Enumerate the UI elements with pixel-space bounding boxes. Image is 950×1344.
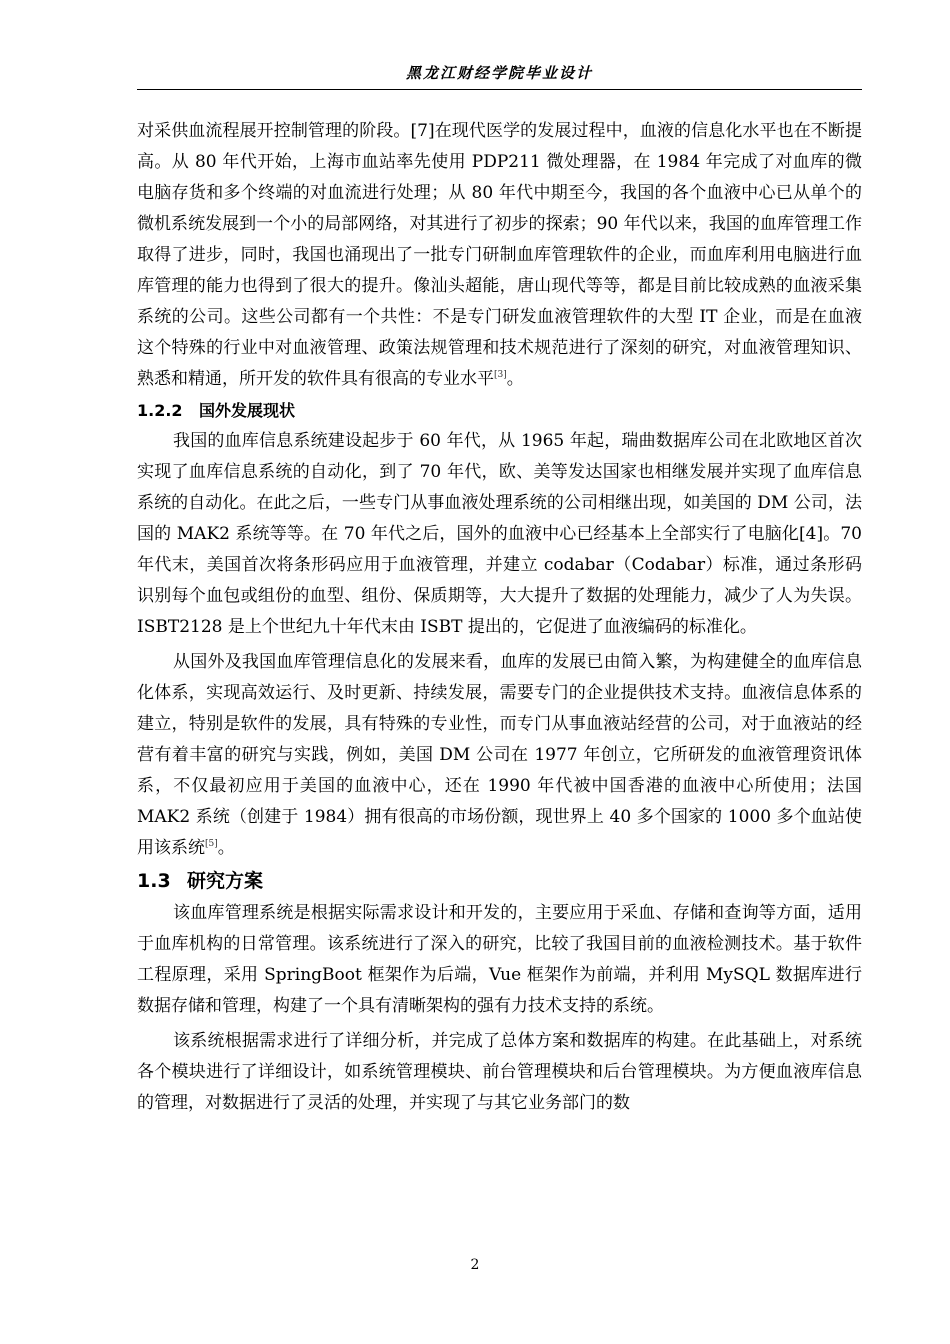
page-body (137, 116, 862, 1119)
paragraph: 该血库管理系统是根据实际需求设计和开发的，主要应用于采血、存储和查询等方面，适用于血库机构的日常管理。该系统进行了深入的研究，比较了我国目前的血液检测技术。基于软件工程原理，采用 SpringBoot 框架作为后端，Vue 框架作为前端，并利用 MySQL 数据库进行数据存储和管理，构建了一个具有清晰架构的强有力技术支持的系统。 (137, 903, 862, 1016)
section-heading-1-3 (137, 864, 862, 898)
header-rule (137, 89, 862, 90)
citation: [3] (494, 370, 507, 380)
section-number: 1.2.2 (137, 401, 183, 420)
page-header: 黑龙江财经学院毕业设计 (405, 64, 593, 82)
section-heading-1-2-2 (137, 395, 862, 426)
paragraph-end: 。 (506, 369, 524, 389)
paragraph-continued (137, 116, 862, 395)
paragraph (137, 647, 862, 864)
section-title: 国外发展现状 (199, 401, 296, 420)
citation: [5] (205, 839, 218, 849)
section-title: 研究方案 (187, 870, 264, 892)
page-number: 2 (470, 1257, 480, 1273)
paragraph-text: 对采供血流程展开控制管理的阶段。[7]在现代医学的发展过程中，血液的信息化水平也在不断提高。从 80 年代开始，上海市血站率先使用 PDP211 微处理器，在 1984 年完成了对血库的微电脑存货和多个终端的对血流进行处理；从 80 年代中期至今，我国的各个血液中心已从单个的微机系统发展到一个小的局部网络，对其进行了初步的探索；90 年代以来，我国的血库管理工作取得了进步，同时，我国也涌现出了一批专门研制血库管理软件的企业，而血库利用电脑进行血库管理的能力也得到了很大的提升。像汕头超能，唐山现代等等，都是目前比较成熟的血液采集系统的公司。这些公司都有一个共性：不是专门研发血液管理软件的大型 IT 企业，而是在血液这个特殊的行业中对血液管理、政策法规管理和技术规范进行了深刻的研究，对血液管理知识、熟悉和精通，所开发的软件具有很高的专业水平 (137, 121, 862, 389)
paragraph-end: 。 (217, 838, 235, 858)
paragraph: 我国的血库信息系统建设起步于 60 年代，从 1965 年起，瑞曲数据库公司在北欧地区首次实现了血库信息系统的自动化，到了 70 年代，欧、美等发达国家也相继发展并实现了血库信息系统的自动化。在此之后，一些专门从事血液处理系统的公司相继出现，如美国的 DM 公司，法国的 MAK2 系统等等。在 70 年代之后，国外的血液中心已经基本上全部实行了电脑化[4]。70 年代末，美国首次将条形码应用于血液管理，并建立 codabar（Codabar）标准，通过条形码识别每个血包或组份的血型、组份、保质期等，大大提升了数据的处理能力，减少了人为失误。ISBT2128 是上个世纪九十年代末由 ISBT 提出的，它促进了血液编码的标准化。 (137, 431, 862, 637)
section-number: 1.3 (137, 870, 171, 892)
paragraph-text: 从国外及我国血库管理信息化的发展来看，血库的发展已由简入繁，为构建健全的血库信息化体系，实现高效运行、及时更新、持续发展，需要专门的企业提供技术支持。血液信息体系的建立，特别是软件的发展，具有特殊的专业性，而专门从事血液站经营的公司，对于血液站的经营有着丰富的研究与实践，例如，美国 DM 公司在 1977 年创立，它所研发的血液管理资讯体系，不仅最初应用于美国的血液中心，还在 1990 年代被中国香港的血液中心所使用；法国 MAK2 系统（创建于 1984）拥有很高的市场份额，现世界上 40 多个国家的 1000 多个血站使用该系统 (137, 652, 862, 858)
paragraph: 该系统根据需求进行了详细分析，并完成了总体方案和数据库的构建。在此基础上，对系统各个模块进行了详细设计，如系统管理模块、前台管理模块和后台管理模块。为方便血液库信息的管理，对数据进行了灵活的处理，并实现了与其它业务部门的数 (137, 1031, 862, 1113)
